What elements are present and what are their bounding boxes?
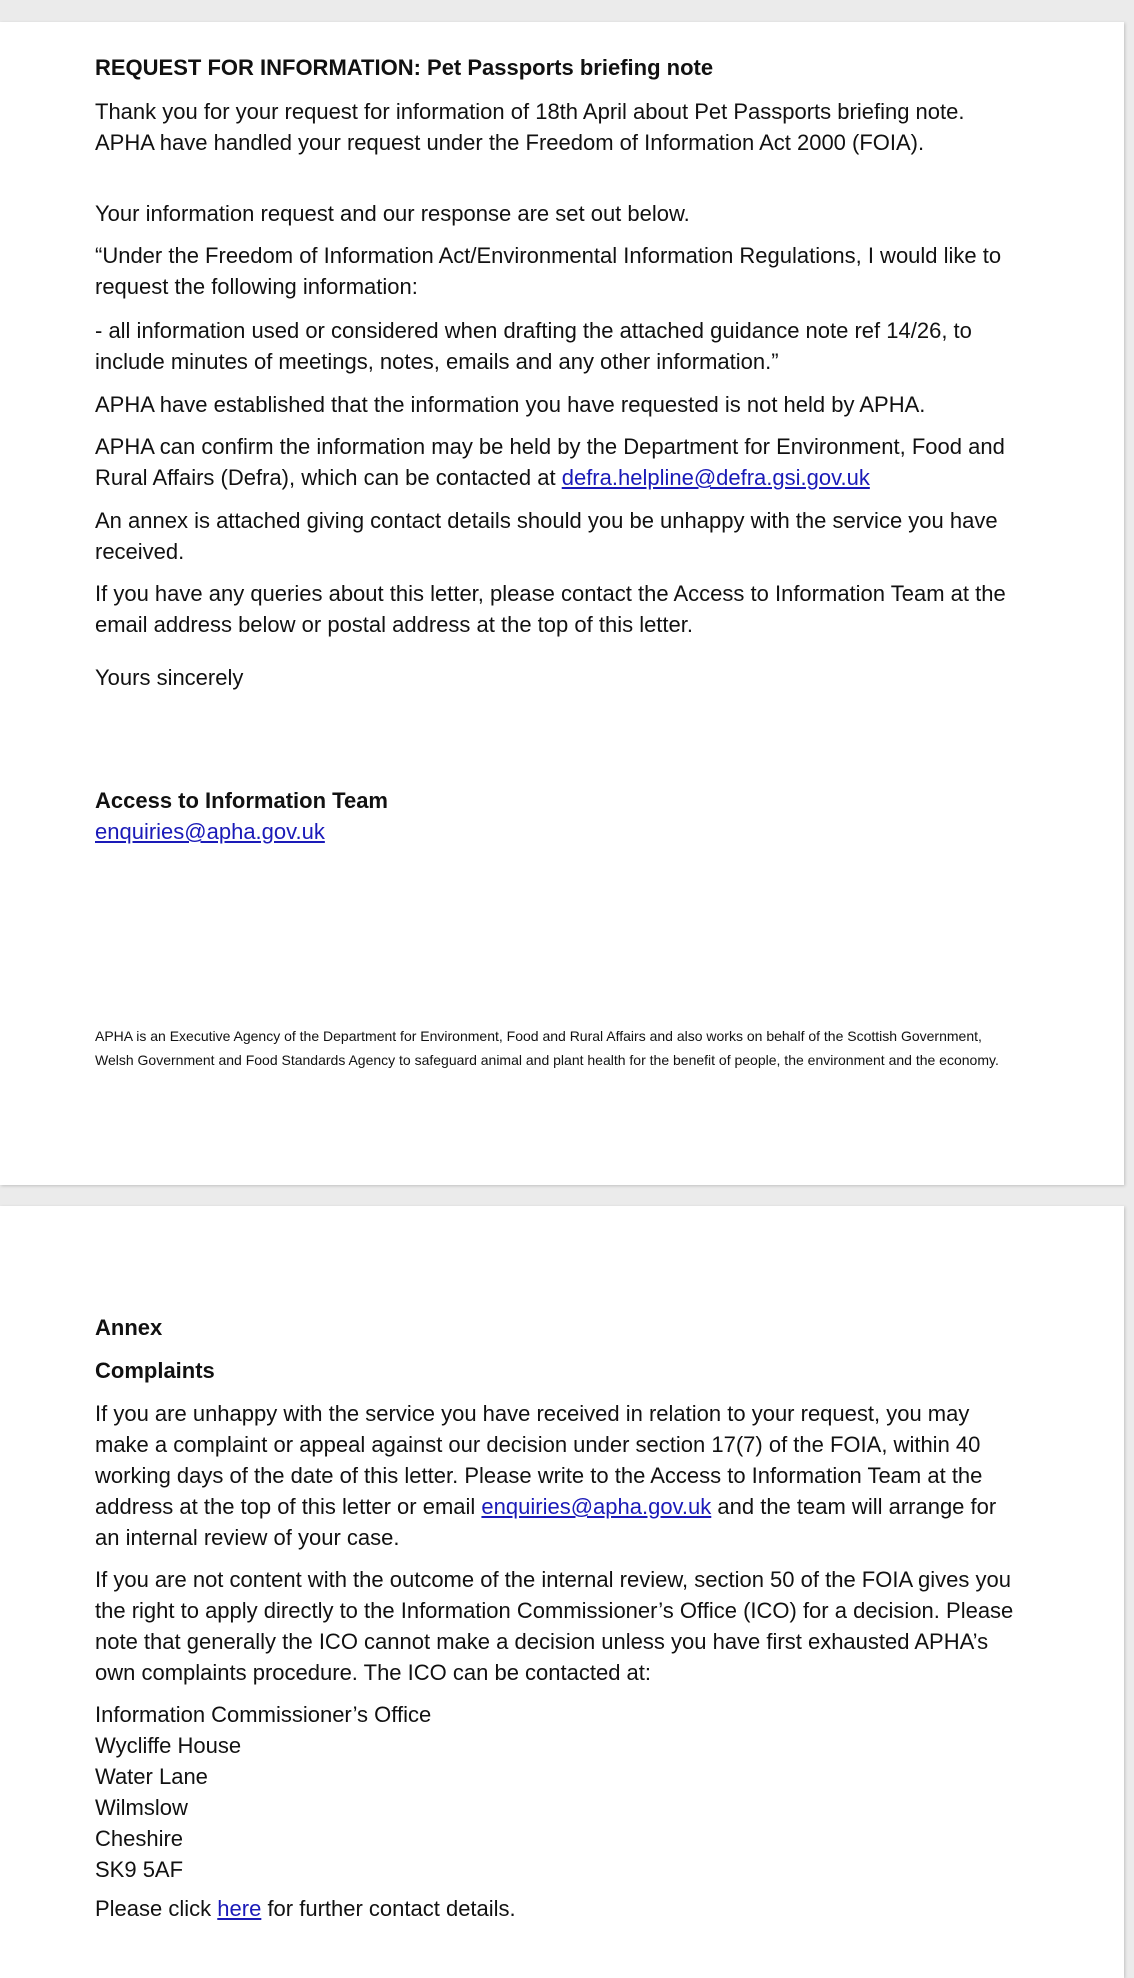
address-line: Information Commissioner’s Office	[95, 1702, 432, 1727]
paragraph-ico: If you are not content with the outcome of the internal review, section 50 of the FOIA gives you the right to apply directly to the Information Commissioner’s Office (ICO) for a decision. Please note that generally the ICO cannot make a decision unless you have first exhausted APHA’s own complaints procedure. The ICO can be contacted at:	[95, 1567, 1014, 1685]
address-line: Cheshire	[95, 1826, 184, 1851]
address-line: SK9 5AF	[95, 1857, 184, 1882]
annex-heading: Annex	[95, 1315, 163, 1340]
complaints-heading: Complaints	[95, 1358, 215, 1383]
complaints-text: If you are unhappy with the service you have received in relation to your request, you may make a complaint or appeal against our decision under section 17(7) of the FOIA, within 40 working days of the date of this letter. Please write to the Access to Information Team at the address at the top of this letter or email	[95, 1401, 983, 1519]
paragraph-request-quote: “Under the Freedom of Information Act/Environmental Information Regulations, I would like to request the following information:	[95, 243, 1002, 299]
paragraph-request-detail: - all information used or considered when drafting the attached guidance note ref 14/26, to include minutes of meetings, notes, emails and any other information.”	[95, 318, 972, 374]
paragraph-not-held: APHA have established that the information you have requested is not held by APHA.	[95, 392, 926, 417]
paragraph-defra	[95, 431, 1015, 493]
paragraph-request-thanks: Thank you for your request for information of 18th April about Pet Passports briefing note. APHA have handled your request under the Freedom of Information Act 2000 (FOIA).	[95, 99, 965, 155]
address-line: Wycliffe House	[95, 1733, 242, 1758]
click-suffix: for further contact details.	[261, 1896, 516, 1921]
ico-address	[95, 1699, 1015, 1885]
team-name: Access to Information Team	[95, 788, 388, 813]
letter-page-1	[0, 22, 1124, 1185]
click-prefix: Please click	[95, 1896, 218, 1921]
paragraph-annex-note: An annex is attached giving contact details should you be unhappy with the service you have received.	[95, 508, 998, 564]
letter-page-2	[0, 1206, 1124, 1978]
team-email-link[interactable]: enquiries@apha.gov.uk	[95, 819, 325, 844]
paragraph-queries: If you have any queries about this letter, please contact the Access to Information Team at the email address below or postal address at the top of this letter.	[95, 581, 1006, 637]
paragraph-response-intro: Your information request and our response are set out below.	[95, 201, 690, 226]
paragraph-defra-text: APHA can confirm the information may be held by the Department for Environment, Food and Rural Affairs (Defra), which can be contacted at	[95, 434, 1005, 490]
complaints-email-link[interactable]: enquiries@apha.gov.uk	[481, 1494, 712, 1519]
team-email-line	[95, 816, 1015, 847]
complaints-tail: and the team will arrange for an internal review of your case.	[95, 1494, 997, 1550]
here-link[interactable]: here	[217, 1896, 262, 1921]
sign-off: Yours sincerely	[95, 665, 244, 690]
address-line: Water Lane	[95, 1764, 208, 1789]
defra-email-link[interactable]: defra.helpline@defra.gsi.gov.uk	[561, 465, 870, 490]
letter-heading: REQUEST FOR INFORMATION: Pet Passports briefing note	[95, 55, 714, 80]
address-line: Wilmslow	[95, 1795, 188, 1820]
paragraph-complaints	[95, 1398, 1015, 1553]
paragraph-further-contact	[95, 1893, 1015, 1924]
agency-footer: APHA is an Executive Agency of the Department for Environment, Food and Rural Affairs and also works on behalf of the Scottish Government, Welsh Government and Food Standards Agency to safeguard animal and plant health for the benefit of people, the environment and the economy.	[95, 1028, 999, 1068]
